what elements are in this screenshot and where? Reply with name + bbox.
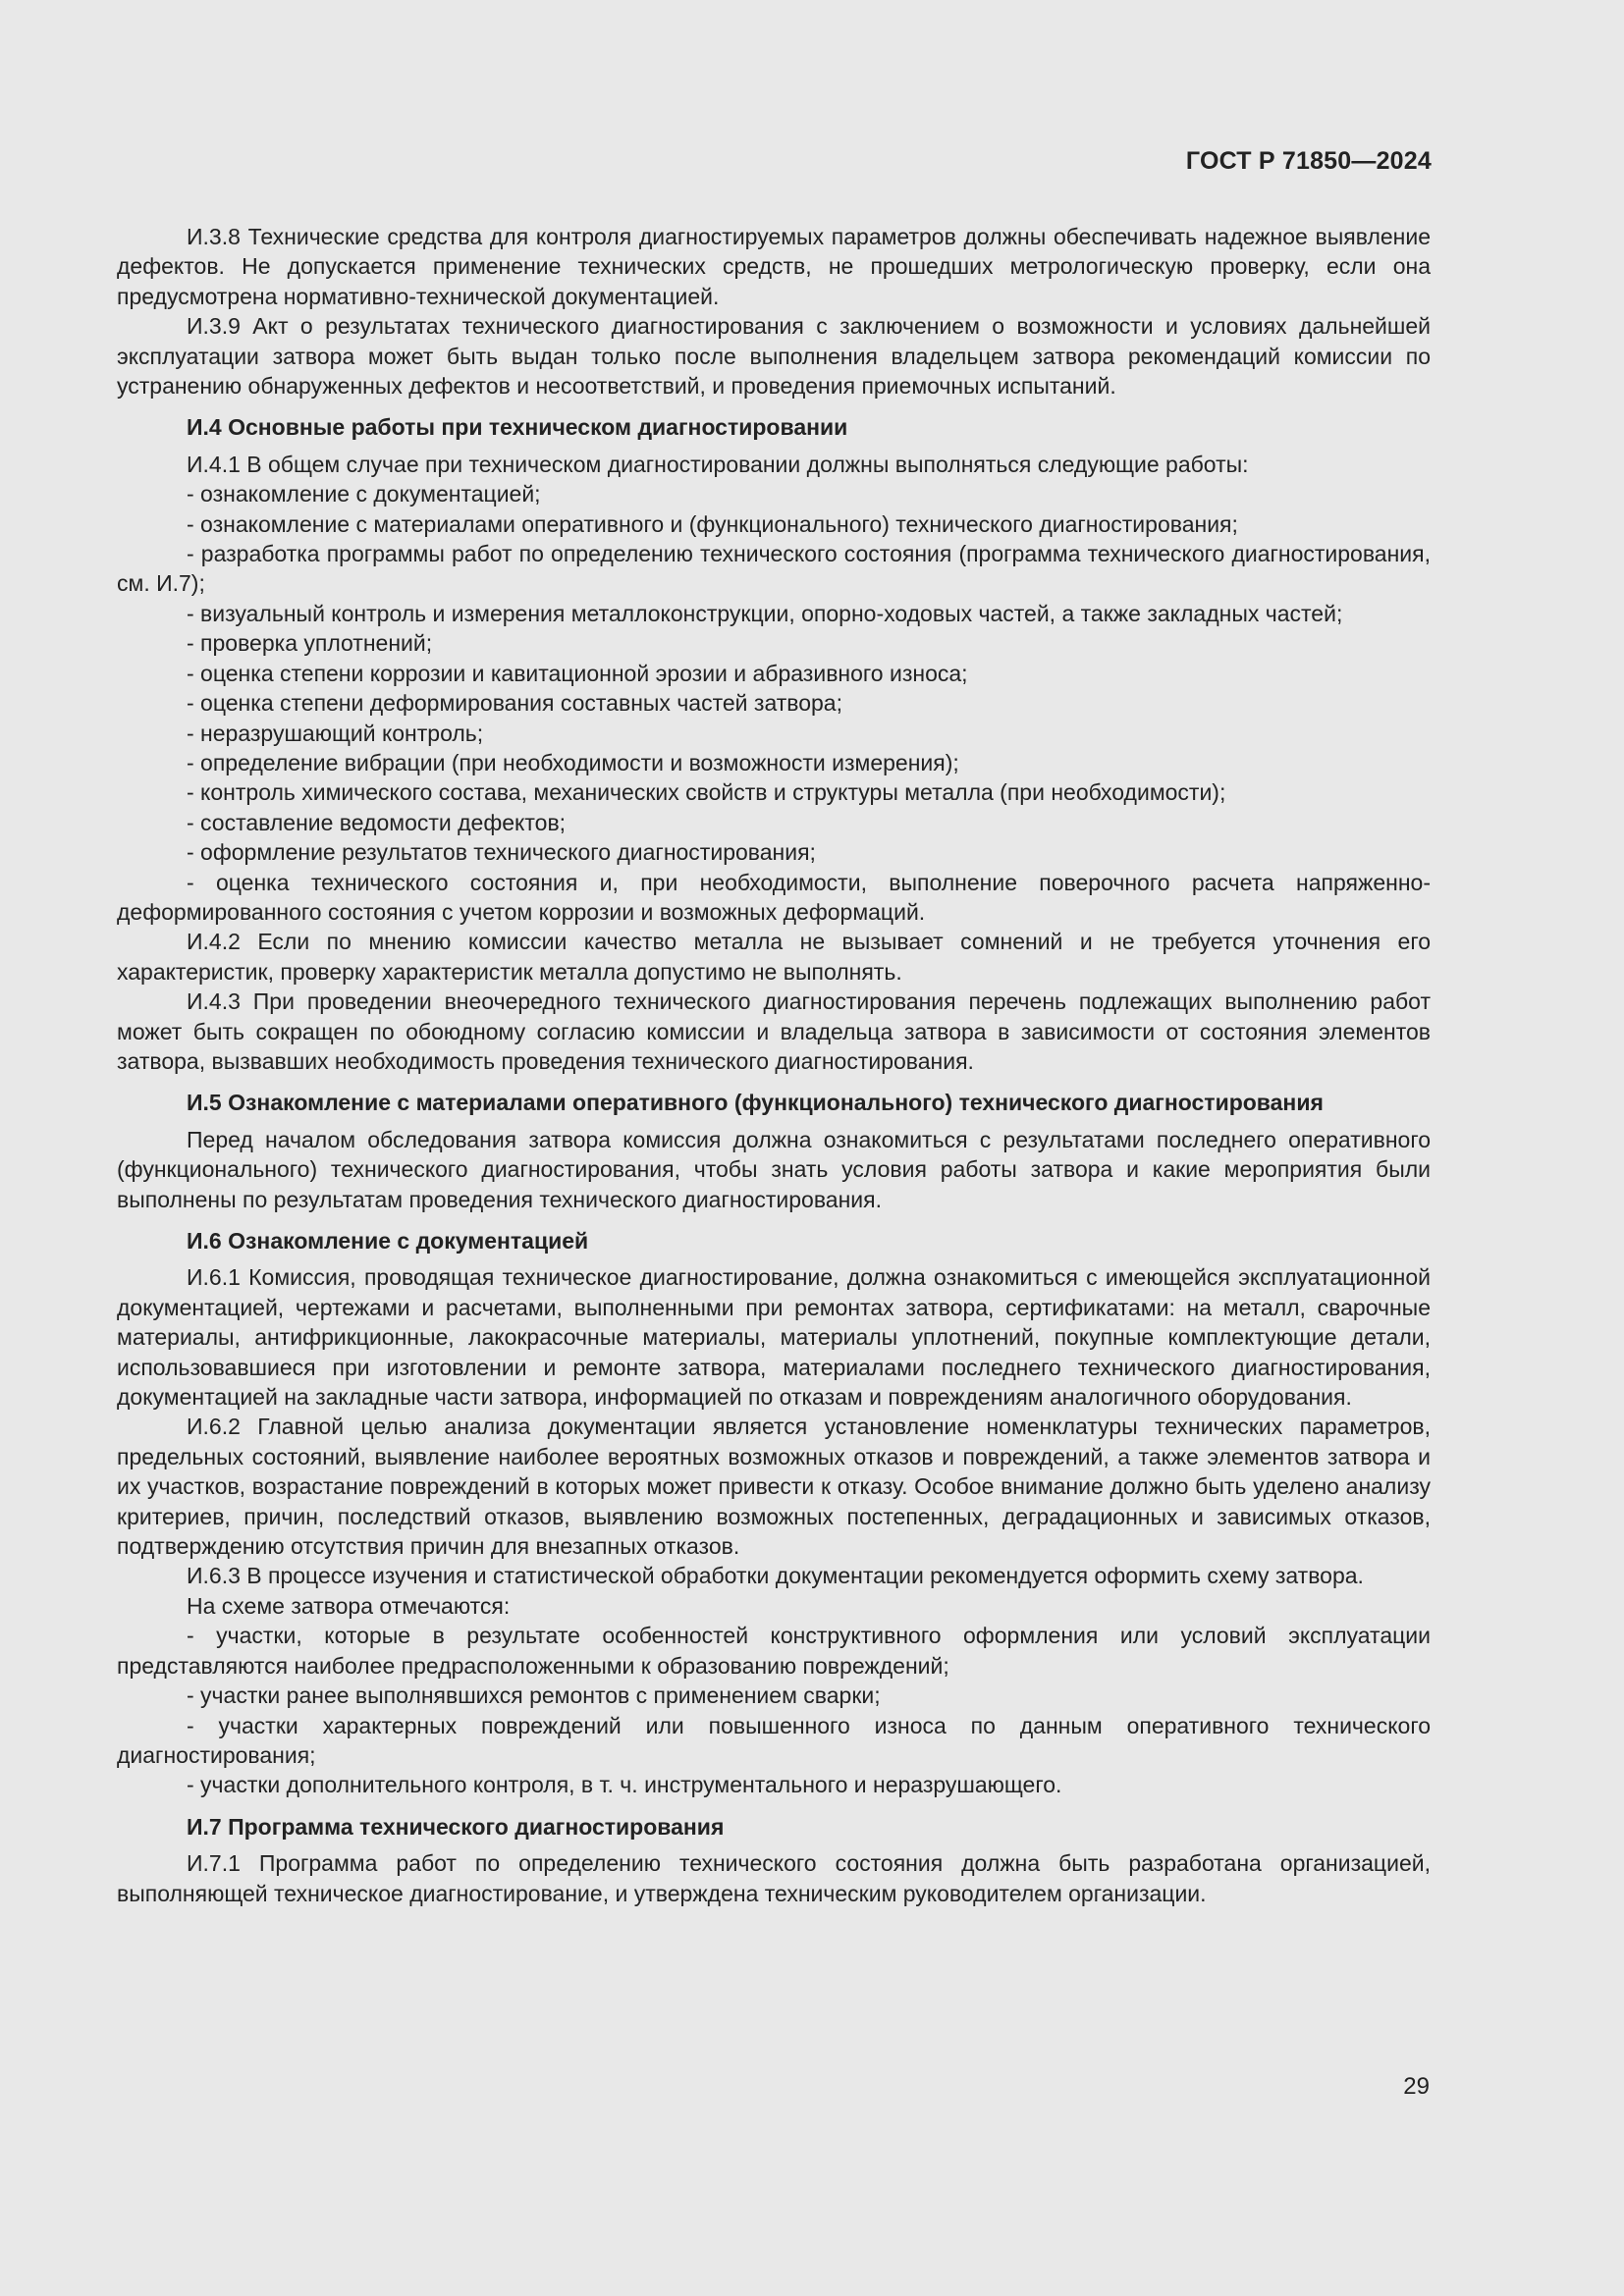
paragraph: И.3.8 Технические средства для контроля диагностируемых параметров должны обеспечивать надежное выявление дефектов. Не допускается применение технических средств, не прошедших метрологическую проверку, если она предусмотрена нормативно-технической документацией. (117, 224, 1431, 309)
list-item: - оценка степени коррозии и кавитационной эрозии и абразивного износа; (187, 660, 968, 686)
paragraph: И.6.3 В процессе изучения и статистической обработки документации рекомендуется оформить схему затвора. (187, 1563, 1364, 1589)
paragraph: И.4.2 Если по мнению комиссии качество металла не вызывает сомнений и не требуется уточнения его характеристик, проверку характеристик металла допустимо не выполнять. (117, 929, 1431, 985)
section-heading: И.4 Основные работы при техническом диагностировании (187, 414, 848, 441)
list-item: - участки характерных повреждений или повышенного износа по данным оперативного технического диагностирования; (117, 1712, 1431, 1768)
list-item: - определение вибрации (при необходимости и возможности измерения); (187, 749, 959, 775)
section-heading: И.6 Ознакомление с документацией (187, 1228, 589, 1254)
paragraph: И.4.1 В общем случае при техническом диагностировании должны выполняться следующие работы: (187, 451, 1249, 477)
document-body (117, 222, 1431, 1908)
list-item: - визуальный контроль и измерения металлоконструкции, опорно-ходовых частей, а также закладных частей; (187, 600, 1343, 626)
list-item: - участки ранее выполнявшихся ремонтов с применением сварки; (187, 1682, 881, 1709)
list-item: - оформление результатов технического диагностирования; (187, 839, 816, 866)
list-item: - ознакомление с документацией; (187, 481, 541, 507)
paragraph: Перед началом обследования затвора комиссия должна ознакомиться с результатами последнего оперативного (функционального) технического диагностирования, чтобы знать условия работы затвора и какие мероприятия были выполнены по результатам проведения технического диагностирования. (117, 1126, 1431, 1212)
paragraph: И.7.1 Программа работ по определению технического состояния должна быть разработана организацией, выполняющей техническое диагностирование, и утверждена техническим руководителем организации. (117, 1850, 1431, 1906)
paragraph: На схеме затвора отмечаются: (187, 1592, 511, 1619)
list-item: - неразрушающий контроль; (187, 720, 484, 746)
paragraph: И.6.2 Главной целью анализа документации является установление номенклатуры технических параметров, предельных состояний, выявление наиболее вероятных возможных отказов и повреждений, а также элементов затвора и их участков, возрастание повреждений в которых может привести к отказу. Особое внимание должно быть уделено анализу критериев, причин, последствий отказов, выявлению возможных постепенных, деградационных и зависимых отказов, подтверждению отсутствия причин для внезапных отказов. (117, 1414, 1431, 1560)
paragraph: И.3.9 Акт о результатах технического диагностирования с заключением о возможности и условиях дальнейшей эксплуатации затвора может быть выдан только после выполнения владельцем затвора рекомендаций комиссии по устранению обнаруженных дефектов и несоответствий, и проведения приемочных испытаний. (117, 313, 1431, 400)
list-item: - ознакомление с материалами оперативного и (функционального) технического диагностирования; (187, 510, 1238, 537)
list-item: - контроль химического состава, механических свойств и структуры металла (при необходимости); (187, 779, 1226, 806)
section-heading: И.5 Ознакомление с материалами оперативного (функционального) технического диагностирования (187, 1090, 1324, 1116)
list-item: - проверка уплотнений; (187, 630, 433, 657)
section-heading: И.7 Программа технического диагностирования (187, 1813, 725, 1840)
list-item: - оценка технического состояния и, при необходимости, выполнение поверочного расчета напряженно-деформированного состояния с учетом коррозии и возможных деформаций. (117, 869, 1431, 925)
list-item: - составление ведомости дефектов; (187, 809, 567, 835)
list-item: - участки дополнительного контроля, в т. ч. инструментального и неразрушающего. (187, 1772, 1062, 1798)
list-item: - разработка программы работ по определению технического состояния (программа технического диагностирования, см. И.7); (117, 541, 1431, 597)
paragraph: И.6.1 Комиссия, проводящая техническое диагностирование, должна ознакомиться с имеющейся эксплуатационной документацией, чертежами и расчетами, выполненными при ремонтах затвора, сертификатами: на металл, сварочные материалы, антифрикционные, лакокрасочные материалы, материалы уплотнений, покупные комплектующие детали, использовавшиеся при изготовлении и ремонте затвора, материалами последнего технического диагностирования, документацией на закладные части затвора, информацией по отказам и повреждениям аналогичного оборудования. (117, 1264, 1431, 1411)
paragraph: И.4.3 При проведении внеочередного технического диагностирования перечень подлежащих выполнению работ может быть сокращен по обоюдному согласию комиссии и владельца затвора в зависимости от состояния элементов затвора, вызвавших необходимость проведения технического диагностирования. (117, 988, 1431, 1074)
page-number: 29 (1403, 2073, 1430, 2100)
list-item: - участки, которые в результате особенностей конструктивного оформления или условий эксплуатации представляются наиболее предрасположенными к образованию повреждений; (117, 1623, 1431, 1679)
document-header: ГОСТ Р 71850—2024 (1185, 147, 1432, 175)
list-item: - оценка степени деформирования составных частей затвора; (187, 690, 842, 717)
